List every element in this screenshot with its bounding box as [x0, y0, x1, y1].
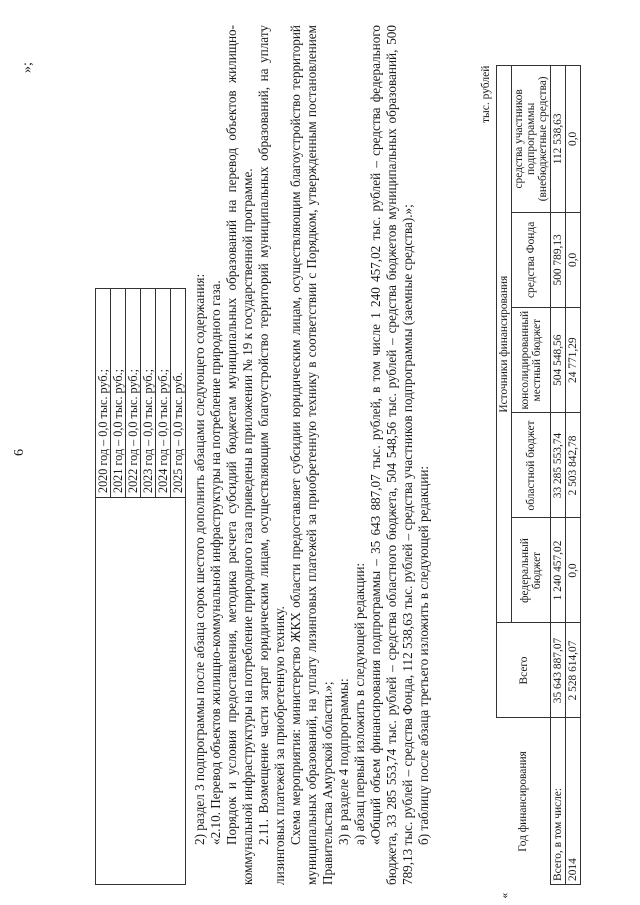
table-row: 2020 год – 0,0 тыс. руб.; [96, 289, 111, 885]
paragraph: «2.10. Перевод объектов жилищно-коммунальной инфраструктуры на потребление природного газа. [208, 280, 223, 845]
paragraph: 2.11. Возмещение части затрат юридическим лицам, осуществляющим благоустройство территорий муниципальных образований, на уплату лизинговых платежей за приобретенную технику. [256, 25, 287, 885]
paragraph: «Общий объем финансирования подпрограммы – 35 643 887,07 тыс. рублей, в том числе 1 240 457,02 тыс. рублей – средства федерального бюджета, 33 285 553,74 тыс. рублей – средства областного бюджета, 504 548,56 тыс. рублей – средства бюджетов муниципальных образований, 500 789,13 тыс. рублей – средства Фонда, 112 538,63 тыс. рублей – средства участников подпрограммы (заемные средства).»; [368, 25, 415, 885]
header-local: консолидированный местный бюджет [512, 307, 551, 413]
table-row: 2014 2 528 614,07 0,0 2 503 842,78 24 771,29 0,0 0,0 [566, 65, 581, 884]
unit-label: тыс. рублей [480, 65, 492, 123]
table-row: 2024 год – 0,0 тыс. руб.; [156, 289, 171, 885]
header-sources: Источники финансирования [497, 65, 512, 623]
paragraph: б) таблицу после абзаца третьего изложить в следующей редакции: [416, 465, 431, 845]
page-number: 6 [12, 449, 27, 456]
quote-end: »; [20, 62, 35, 73]
table-row: 2023 год – 0,0 тыс. руб.; [141, 289, 156, 885]
paragraph: Схема мероприятия: министерство ЖКХ области предоставляет субсидии юридическим лицам, осуществляющим благоустройство территорий муниципальных образований, на уплату лизинговых платежей за приобретенную технику в соответствии с Порядком, утвержденным постановлением Правительства Амурской области.»; [288, 25, 335, 885]
header-participants: средства участников подпрограммы (внебюджетные средства) [512, 65, 551, 212]
header-year: Год финансирования [517, 751, 530, 852]
table-row: 2025 год – 0,0 тыс. руб. [171, 289, 186, 885]
funding-table [496, 65, 581, 899]
table-header-row [497, 65, 512, 884]
header-federal: федеральный бюджет [512, 518, 551, 623]
table-row: 2022 год – 0,0 тыс. руб.; [126, 289, 141, 885]
years-table [95, 288, 186, 885]
paragraph: Порядок и условия предоставления, методика расчета субсидий бюджетам муниципальных образований на перевод объектов жилищно-коммунальной инфраструктуры на потребление природного газа приведены в приложении № 19 к государственной программе. [224, 25, 255, 885]
table-open-quote: « [498, 892, 511, 899]
header-fund: средства Фонда [512, 212, 551, 307]
header-total: Всего [497, 623, 551, 718]
header-regional: областной бюджет [512, 413, 551, 518]
paragraph: 2) раздел 3 подпрограммы после абзаца сорок шестого дополнить абзацами следующего содержания: [192, 273, 207, 845]
paragraph: 3) в разделе 4 подпрограммы: [336, 678, 351, 845]
table-row: 2021 год – 0,0 тыс. руб.; [111, 289, 126, 885]
table-row: Всего, в том числе: 35 643 887,07 1 240 457,02 33 285 553,74 504 548,56 500 789,13 112 538,63 [551, 65, 566, 884]
paragraph: а) абзац первый изложить в следующей редакции: [352, 562, 367, 845]
body-text [192, 25, 432, 885]
